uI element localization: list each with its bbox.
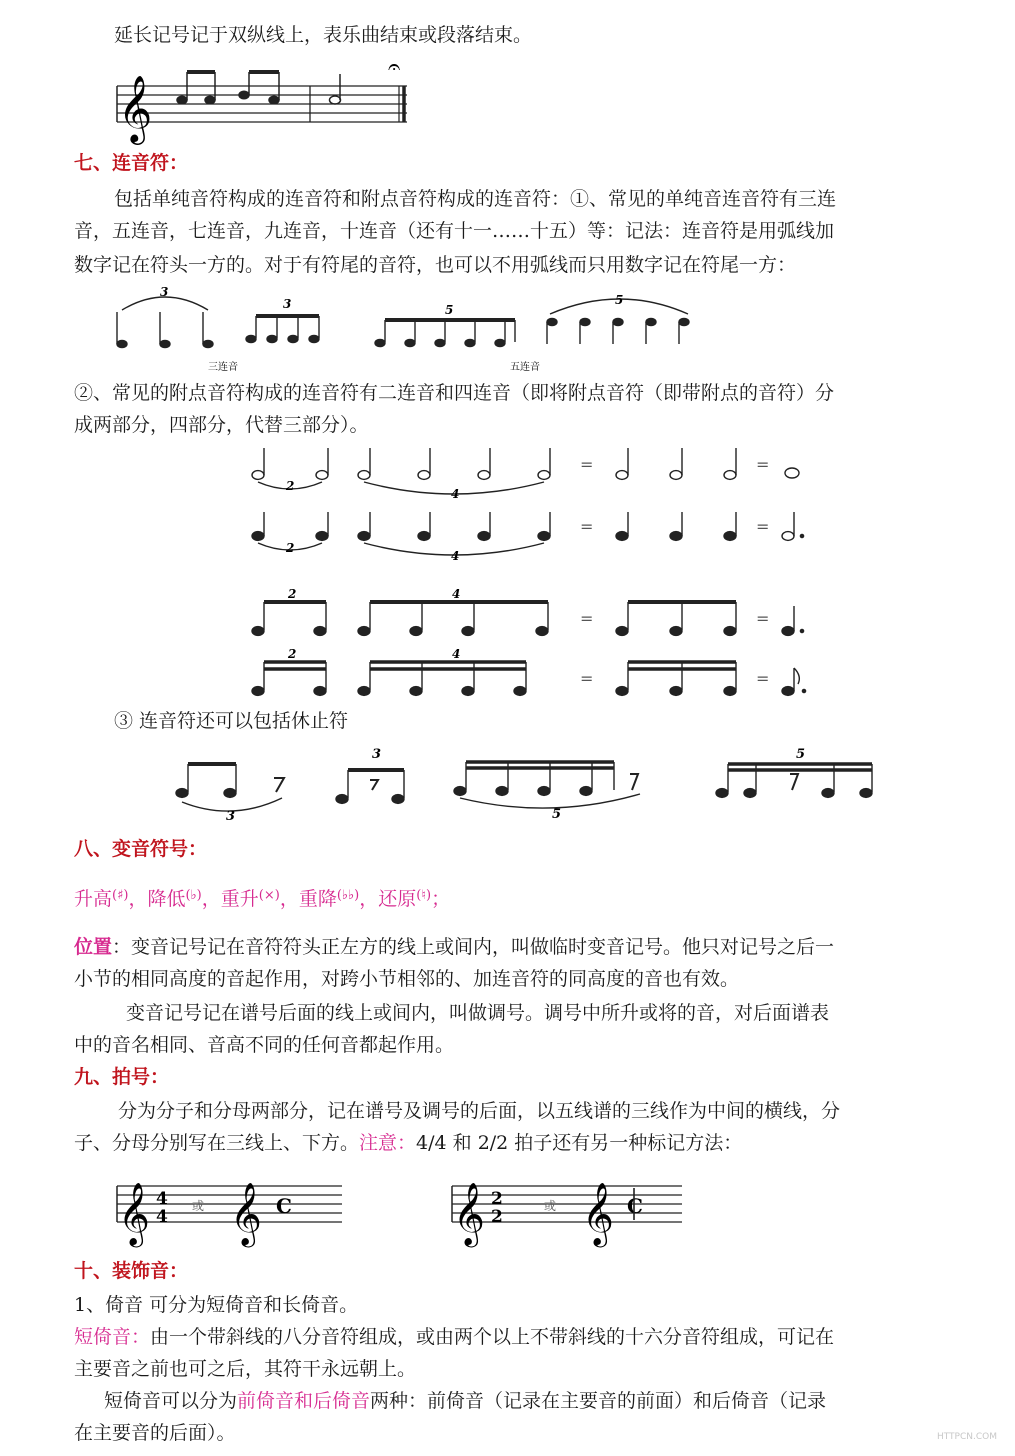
time-sig-denominator: 4 — [156, 1207, 168, 1227]
tuplet-number: 2 — [288, 587, 297, 601]
para-10d-1: 短倚音可以分为 — [104, 1390, 238, 1412]
tuplet-number: 2 — [286, 479, 295, 493]
equals-sign: = — [756, 669, 770, 688]
tuplet-number: 3 — [226, 809, 236, 824]
tuplet-number: 5 — [552, 807, 562, 822]
acc-dsharp-label: ，重升 — [201, 888, 259, 910]
tuplet-number: 4 — [451, 487, 460, 501]
or-label: 或 — [192, 1199, 205, 1213]
equals-sign: = — [580, 609, 594, 628]
note-label: 注意： — [359, 1132, 417, 1154]
time-signature-examples — [112, 1170, 712, 1250]
acc-dflat-label: ，重降 — [279, 888, 337, 910]
time-sig-numerator: 2 — [491, 1189, 503, 1209]
short-appoggiatura-label: 短倚音： — [74, 1326, 151, 1348]
position-para-c: 变音记号记在谱号后面的线上或间内，叫做调号。调号中所升或将的音，对后面谱表 — [126, 1002, 830, 1024]
fermata-text: 延长记号记于双纵线上，表乐曲结束或段落结束。 — [114, 24, 533, 46]
double-sharp-icon: (×) — [258, 888, 280, 903]
para-7f: ③ 连音符还可以包括休止符 — [114, 710, 349, 732]
tuplet-number: 2 — [286, 541, 295, 555]
tuplet-number: 4 — [452, 587, 461, 601]
accidentals-line — [74, 888, 450, 911]
para-9c-text: 4/4 和 2/2 拍子还有另一种标记方法： — [416, 1132, 743, 1154]
staff-fermata-example — [112, 55, 422, 142]
para-10b — [74, 1326, 834, 1349]
treble-clef-icon: 𝄞 — [118, 1182, 150, 1245]
common-time-icon: C — [276, 1194, 292, 1218]
double-flat-icon: (♭♭) — [336, 888, 360, 903]
position-para-a — [74, 936, 834, 959]
tuplet-number: 3 — [283, 297, 292, 311]
para-7c: 数字记在符头一方的。对于有符尾的音符，也可以不用弧线而只用数字记在符尾一方： — [74, 254, 797, 276]
tuplets-with-rests — [170, 742, 890, 822]
acc-flat-label: ，降低 — [128, 888, 186, 910]
section-7-heading: 七、连音符： — [74, 152, 189, 174]
time-sig-denominator: 2 — [491, 1207, 503, 1227]
para-7e: 成两部分，四部分，代替三部分）。 — [74, 414, 369, 436]
para-10b-text: 由一个带斜线的八分音符组成，或由两个以上不带斜线的十六分音符组成，可记在 — [150, 1326, 835, 1348]
equals-sign: = — [756, 517, 770, 536]
treble-clef-icon: 𝄞 — [118, 74, 153, 142]
para-9b-text: 子、分母分别写在三线上、下方。 — [74, 1132, 360, 1154]
treble-clef-icon: 𝄞 — [230, 1182, 262, 1245]
tuplet-number: 5 — [445, 303, 454, 317]
acc-end: ； — [431, 888, 451, 910]
tuplet-number: 2 — [288, 647, 297, 661]
equals-sign: = — [756, 609, 770, 628]
equals-sign: = — [580, 669, 594, 688]
acc-sharp-label: 升高 — [74, 888, 113, 910]
section-10-heading: 十、装饰音： — [74, 1260, 189, 1282]
para-10d — [104, 1390, 826, 1413]
para-10e: 在主要音的后面）。 — [74, 1422, 236, 1444]
acc-natural-label: ，还原 — [359, 888, 417, 910]
sharp-icon: (♯) — [112, 888, 129, 903]
time-sig-numerator: 4 — [156, 1189, 168, 1209]
para-7a: 包括单纯音符构成的连音符和附点音符构成的连音符：①、常见的单纯音连音符有三连 — [114, 188, 837, 210]
section-9-heading: 九、拍号： — [74, 1066, 170, 1088]
treble-clef-icon: 𝄞 — [582, 1182, 614, 1245]
para-10d-highlight: 前倚音和后倚音 — [237, 1390, 371, 1412]
tuplet-number: 3 — [372, 747, 382, 762]
quintuplet-caption: 五连音 — [510, 362, 540, 373]
or-label: 或 — [544, 1199, 557, 1213]
position-text: ：变音记号记在音符符头正左方的线上或间内，叫做临时变音记号。他只对记号之后一 — [112, 936, 835, 958]
cut-time-icon: C — [627, 1194, 643, 1218]
para-10c: 主要音之前也可之后，其符干永远朝上。 — [74, 1358, 417, 1380]
tuplet-number: 5 — [615, 293, 624, 307]
position-label: 位置 — [74, 936, 113, 958]
treble-clef-icon: 𝄞 — [453, 1182, 485, 1245]
equals-sign: = — [580, 455, 594, 474]
tuplet-number: 3 — [160, 285, 169, 299]
fermata-icon: 𝄐 — [388, 55, 401, 80]
position-para-d: 中的音名相同、音高不同的任何音都起作用。 — [74, 1034, 455, 1056]
tuplet-number: 4 — [452, 647, 461, 661]
natural-icon: (♮) — [416, 888, 432, 903]
para-7d: ②、常见的附点音符构成的连音符有二连音和四连音（即将附点音符（即带附点的音符）分 — [74, 382, 835, 404]
para-7b: 音，五连音，七连音，九连音，十连音（还有十一……十五）等：记法：连音符是用弧线加 — [74, 220, 835, 242]
dotted-tuplet-examples — [246, 440, 806, 705]
section-8-heading: 八、变音符号： — [74, 838, 208, 860]
equals-sign: = — [580, 517, 594, 536]
equals-sign: = — [756, 455, 770, 474]
flat-icon: (♭) — [185, 888, 202, 903]
para-10d-3: 两种：前倚音（记录在主要音的前面）和后倚音（记录 — [370, 1390, 827, 1412]
tuplet-number: 5 — [796, 747, 806, 762]
triplet-caption: 三连音 — [208, 362, 238, 373]
tuplet-number: 4 — [451, 549, 460, 563]
position-para-b: 小节的相同高度的音起作用，对跨小节相邻的、加连音符的同高度的音也有效。 — [74, 968, 740, 990]
para-10a: 1、倚音 可分为短倚音和长倚音。 — [74, 1294, 359, 1316]
para-9b — [74, 1132, 742, 1155]
watermark: HTTPCN.COM — [936, 1432, 997, 1442]
tuplet-examples — [110, 282, 710, 372]
para-9a: 分为分子和分母两部分，记在谱号及调号的后面，以五线谱的三线作为中间的横线，分 — [118, 1100, 841, 1122]
